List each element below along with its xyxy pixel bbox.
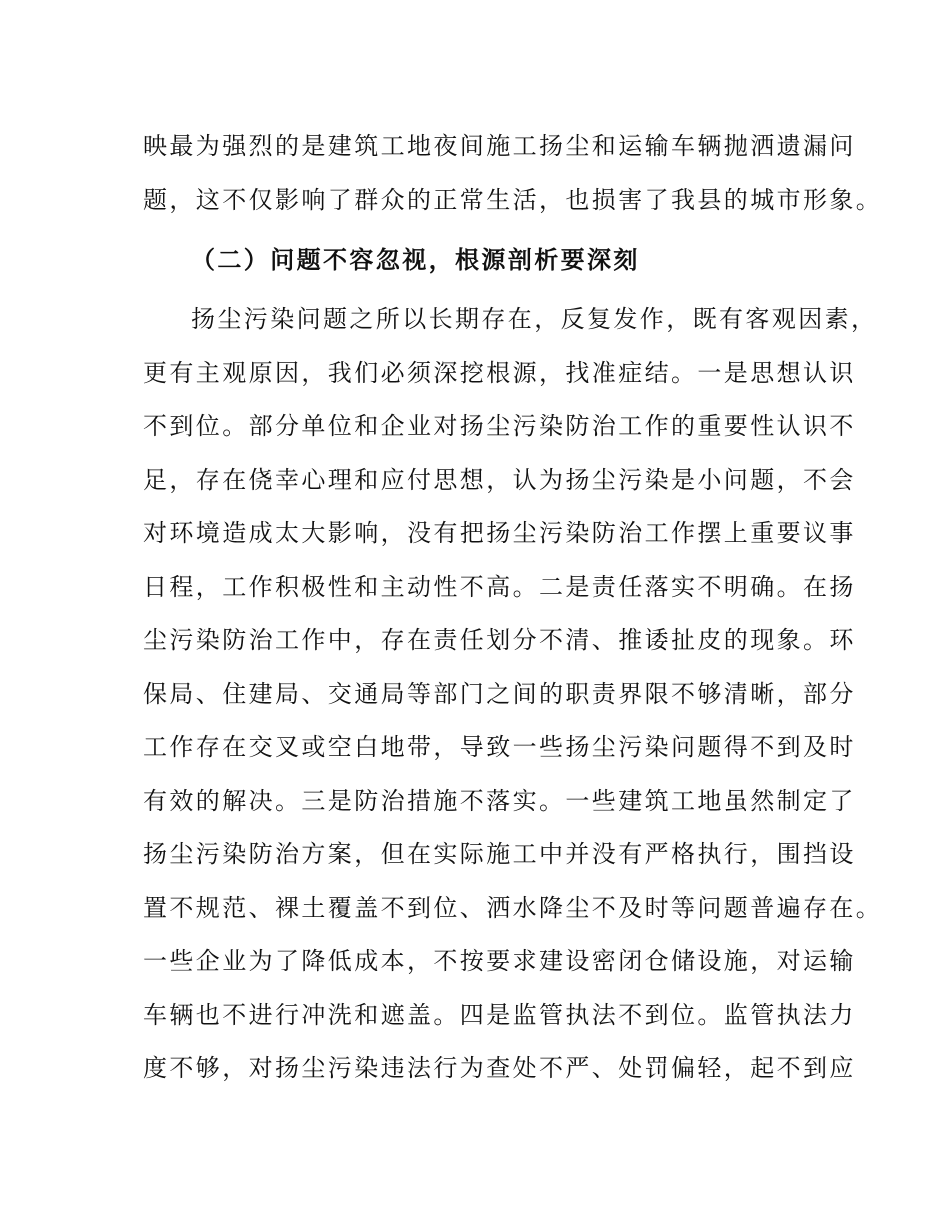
paragraph-line: 更有主观原因，我们必须深挖根源，找准症结。一是思想认识	[143, 358, 856, 387]
paragraph-line: 置不规范、裸土覆盖不到位、洒水降尘不及时等问题普遍存在。	[143, 893, 883, 922]
paragraph-2	[143, 293, 883, 1096]
paragraph-line: 扬尘污染防治方案，但在实际施工中并没有严格执行，围挡设	[143, 840, 856, 868]
paragraph-line: 足，存在侥幸心理和应付思想，认为扬尘污染是小问题，不会	[143, 465, 856, 494]
paragraph-line: 车辆也不进行冲洗和遮盖。四是监管执法不到位。监管执法力	[143, 1000, 856, 1029]
paragraph-line: 日程，工作积极性和主动性不高。二是责任落实不明确。在扬	[143, 572, 856, 601]
paragraph-line: 不到位。部分单位和企业对扬尘污染防治工作的重要性认识不	[143, 412, 856, 440]
document-body	[143, 120, 883, 1096]
section-heading: （二）问题不容忽视，根源剖析要深刻	[191, 246, 640, 274]
paragraph-line: 尘污染防治工作中，存在责任划分不清、推诿扯皮的现象。环	[143, 626, 856, 654]
paragraph-1	[143, 120, 883, 227]
paragraph-line: 工作存在交叉或空白地带，导致一些扬尘污染问题得不到及时	[143, 733, 856, 761]
paragraph-line: 保局、住建局、交通局等部门之间的职责界限不够清晰，部分	[143, 679, 856, 708]
paragraph-line: 扬尘污染问题之所以长期存在，反复发作，既有客观因素，	[191, 305, 878, 333]
paragraph-line: 度不够，对扬尘污染违法行为查处不严、处罚偏轻，起不到应	[143, 1054, 856, 1082]
paragraph-line: 映最为强烈的是建筑工地夜间施工扬尘和运输车辆抛洒遗漏问	[143, 132, 856, 160]
paragraph-line: 题，这不仅影响了群众的正常生活，也损害了我县的城市形象。	[143, 185, 883, 214]
paragraph-line: 一些企业为了降低成本，不按要求建设密闭仓储设施，对运输	[143, 947, 856, 975]
paragraph-line: 有效的解决。三是防治措施不落实。一些建筑工地虽然制定了	[143, 786, 856, 815]
paragraph-line: 对环境造成太大影响，没有把扬尘污染防治工作摆上重要议事	[143, 519, 856, 547]
